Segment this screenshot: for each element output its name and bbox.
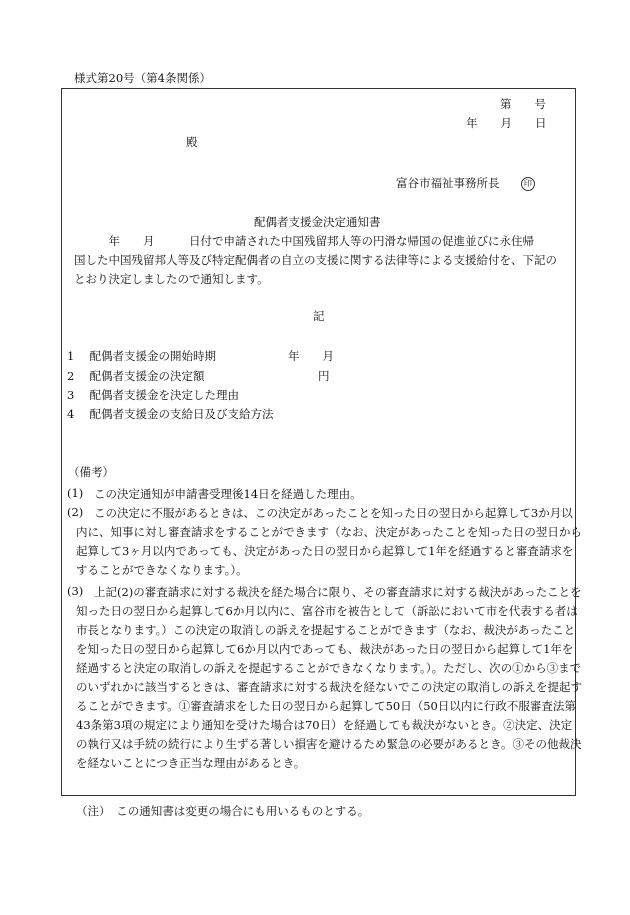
item-number: 1: [67, 349, 75, 363]
item-row: [67, 387, 239, 403]
issuer-title: 富谷市福祉事務所長: [396, 176, 500, 190]
issue-date: 年 月 日: [466, 116, 547, 130]
remark-line: のいずれかに該当するときは、審査請求に対する裁決を経ないでこの決定の取消しの訴えを提起す: [76, 680, 582, 694]
item-label: 配偶者支援金を決定した理由: [89, 388, 239, 402]
remark-line: 知った日の翌日から起算して6か月以内に、富谷市を被告として（訴訟において市を代表する者は: [76, 604, 578, 618]
item-row: [67, 368, 204, 384]
remark-line: 内に、知事に対し審査請求をすることができます（なお、決定があったことを知った日の翌日から: [76, 525, 582, 539]
remark-line: この決定通知が申請書受理後14日を経過した理由。: [94, 487, 362, 501]
remark-line: 経過すると決定の取消しの訴えを提起することができなくなります。）。ただし、次の①から③まで: [76, 661, 582, 675]
remark-line: 起算して3ヶ月以内であっても、決定があった日の翌日から起算して1年を経過すると審査請求を: [76, 544, 574, 558]
item-value: 年 月: [288, 349, 334, 363]
item-value: 円: [318, 369, 330, 383]
remark-line: することができなくなります。）。: [76, 563, 248, 577]
item-number: 4: [67, 407, 75, 421]
item-number: 2: [67, 369, 75, 383]
remark-line: を経ないことにつき正当な理由があるとき。: [76, 756, 306, 770]
form-label: 様式第20号（第4条関係）: [74, 71, 211, 85]
footnote: （注） この通知書は変更の場合にも用いるものとする。: [76, 804, 370, 818]
remark-line: 市長となります。）この決定の取消しの訴えを提起することができます（なお、裁決があったこと: [76, 623, 576, 637]
seal-mark: 印: [521, 177, 535, 191]
remark-line: の執行又は手続の続行により生ずる著しい損害を避けるため緊急の必要があるとき。③その他裁決: [76, 737, 582, 751]
intro-line-3: とおり決定しましたので通知します。: [74, 272, 269, 286]
intro-line-2: 国した中国残留邦人等及び特定配偶者の自立の支援に関する法律等による支援給付を、下記の: [74, 253, 557, 267]
addressee-suffix: 殿: [186, 135, 198, 149]
item-label: 配偶者支援金の支給日及び支給方法: [89, 407, 274, 421]
remark-line: 43条第3項の規定により通知を受けた場合は70日）を経過しても裁決がないとき。②決定、決定: [76, 718, 573, 732]
remark-number: (2): [67, 505, 84, 519]
item-row: [67, 348, 216, 364]
remark-number: (1): [67, 486, 84, 500]
remark-line: この決定に不服があるときは、この決定があったことを知った日の翌日から起算して3か月以: [94, 506, 573, 520]
item-label: 配偶者支援金の開始時期: [89, 349, 216, 363]
remark-number: (3): [67, 584, 84, 598]
issuer-name: [396, 175, 535, 191]
remark-line: ることができます。①審査請求をした日の翌日から起算して50日（50日以内に行政不服審査法第: [76, 699, 576, 713]
intro-line-1: 年 月 日付で申請された中国残留邦人等の円滑な帰国の促進並びに永住帰: [74, 234, 534, 248]
item-label: 配偶者支援金の決定額: [89, 369, 205, 383]
item-row: [67, 406, 273, 422]
remark-line: を知った日の翌日から起算して6か月以内であっても、裁決があった日の翌日から起算して1年を: [76, 642, 574, 656]
ki-heading: 記: [313, 309, 325, 323]
document-title: 配偶者支援金決定通知書: [254, 215, 381, 229]
remarks-heading: （備考）: [68, 465, 114, 479]
item-number: 3: [67, 388, 75, 402]
remark-line: 上記(2)の審査請求に対する裁決を経た場合に限り、その審査請求に対する裁決があったことを: [94, 585, 582, 599]
document-number: 第 号: [500, 97, 546, 111]
